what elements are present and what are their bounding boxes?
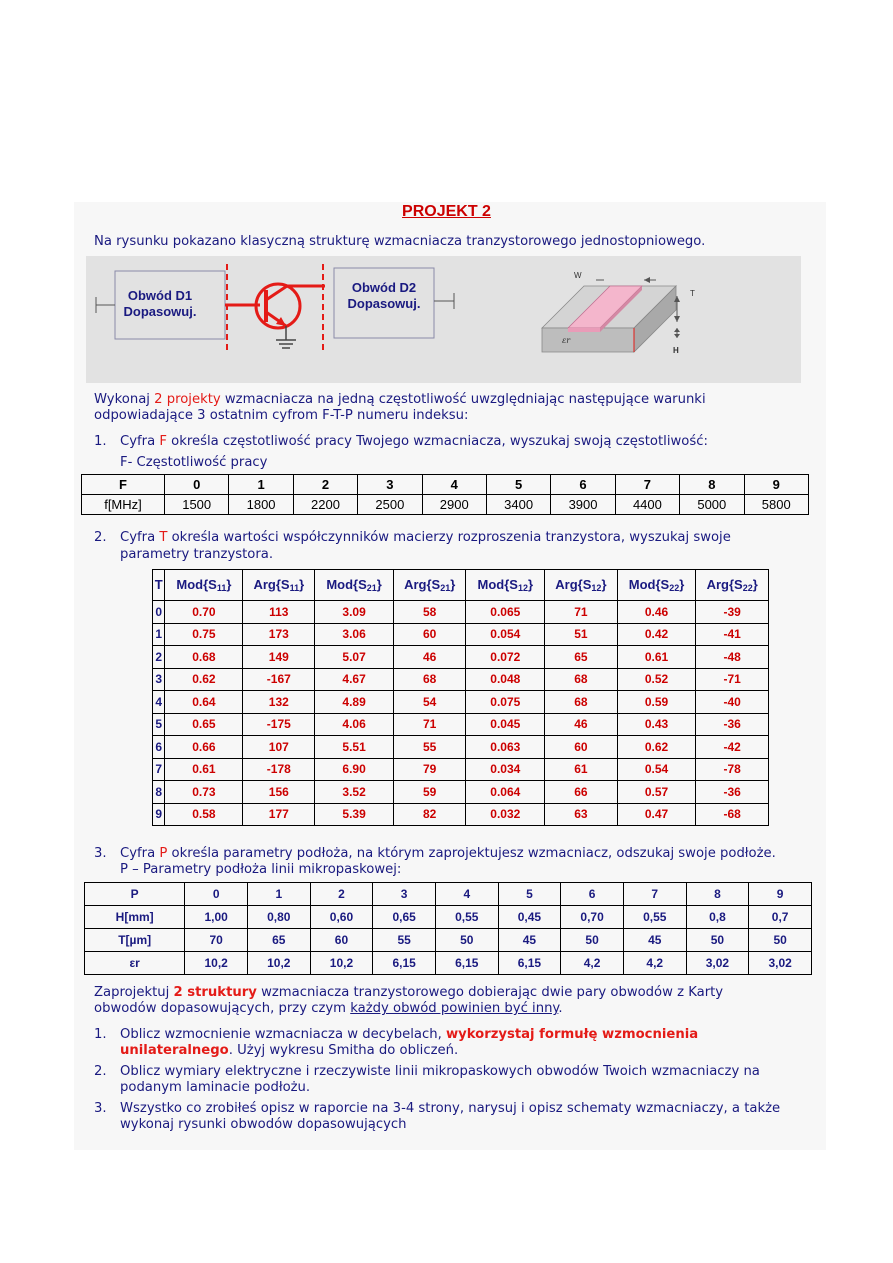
header-close: }	[299, 577, 305, 592]
s-parameter-value-cell: 4.67	[315, 668, 394, 691]
s-parameter-value-cell: 5.51	[315, 736, 394, 759]
step1-line-2	[120, 1043, 458, 1059]
table-row	[153, 646, 769, 669]
d1-label-2: Dopasowuj.	[123, 304, 197, 319]
substrate-value-cell: 1,00	[185, 906, 248, 929]
transistor-symbol	[225, 284, 325, 348]
s-parameter-value-cell: 0.048	[466, 668, 545, 691]
s-parameter-value-cell: 68	[545, 691, 618, 714]
substrate-header-cell: 6	[561, 883, 624, 906]
item2-text	[120, 530, 731, 546]
step2-line-2: podanym laminacie podłożu.	[120, 1080, 311, 1095]
step1-red-1: wykorzystaj formułę wzmocnienia	[445, 1027, 699, 1042]
s-parameter-value-cell: 6.90	[315, 758, 394, 781]
frequency-header-cell: 2	[293, 475, 357, 495]
frequency-table	[81, 474, 809, 515]
item2-pre: Cyfra	[120, 530, 160, 545]
header-close: }	[528, 577, 534, 592]
header-close: }	[376, 577, 382, 592]
substrate-value-cell: 6,15	[373, 952, 436, 975]
s-parameter-value-cell: 51	[545, 623, 618, 646]
header-main: Arg{S	[253, 577, 290, 592]
frequency-header-cell: 0	[164, 475, 228, 495]
substrate-header-cell: P	[85, 883, 185, 906]
microstrip-t-label: T	[690, 289, 695, 298]
s-parameter-value-cell: 0.032	[466, 803, 545, 826]
header-subscript: 11	[216, 583, 227, 593]
frequency-value-cell: 1500	[164, 495, 228, 515]
s-parameter-value-cell: 79	[393, 758, 466, 781]
s-parameter-value-cell: 0.61	[165, 758, 243, 781]
frequency-value-cell: 3400	[486, 495, 550, 515]
s-parameter-header-cell	[617, 570, 696, 601]
step1-pre: Oblicz wzmocnienie wzmacniacza w decybelach,	[120, 1027, 446, 1042]
item2-line-2: parametry tranzystora.	[120, 547, 274, 562]
substrate-header-cell: 1	[247, 883, 310, 906]
s-parameter-value-cell: 0.59	[617, 691, 696, 714]
s-parameter-value-cell: 0.46	[617, 601, 696, 624]
s-parameter-value-cell: 0.034	[466, 758, 545, 781]
design-line2-pre: obwodów dopasowujących, przy czym	[94, 1001, 351, 1016]
table-row	[153, 668, 769, 691]
design-line-2	[94, 1001, 563, 1017]
item3-number: 3.	[94, 846, 107, 861]
substrate-header-cell: 9	[749, 883, 812, 906]
substrate-header-cell: 5	[498, 883, 561, 906]
s-parameter-value-cell: 0.47	[617, 803, 696, 826]
table-row	[153, 623, 769, 646]
frequency-value-cell: f[MHz]	[82, 495, 165, 515]
s-parameter-value-cell: 55	[393, 736, 466, 759]
s-parameter-header-cell	[545, 570, 618, 601]
s-parameter-header-row	[153, 570, 769, 601]
frequency-header-cell: F	[82, 475, 165, 495]
header-main: Arg{S	[555, 577, 592, 592]
d2-label-2: Dopasowuj.	[347, 296, 421, 311]
s-parameter-header-cell	[243, 570, 315, 601]
s-parameter-value-cell: 0.70	[165, 601, 243, 624]
task-pre: Wykonaj	[94, 392, 155, 407]
header-main: Mod{S	[628, 577, 670, 592]
s-parameter-value-cell: 0.43	[617, 713, 696, 736]
substrate-value-cell: 6,15	[498, 952, 561, 975]
s-parameter-value-cell: 0.54	[617, 758, 696, 781]
substrate-value-cell: T[µm]	[85, 929, 185, 952]
s-parameter-index-cell: 9	[153, 803, 165, 826]
substrate-header-cell: 4	[435, 883, 498, 906]
s-parameter-value-cell: 0.75	[165, 623, 243, 646]
s-parameter-value-cell: -40	[696, 691, 769, 714]
microstrip-w-label: W	[574, 271, 582, 280]
s-parameter-value-cell: 71	[545, 601, 618, 624]
substrate-value-cell: 10,2	[185, 952, 248, 975]
s-parameter-value-cell: 60	[545, 736, 618, 759]
frequency-header-cell: 4	[422, 475, 486, 495]
header-subscript: 12	[517, 583, 528, 593]
s-parameter-value-cell: 82	[393, 803, 466, 826]
s-parameter-value-cell: 149	[243, 646, 315, 669]
item3-pre: Cyfra	[120, 846, 160, 861]
task-line-2: odpowiadające 3 ostatnim cyfrom F-T-P numeru indeksu:	[94, 408, 469, 423]
frequency-header-cell: 5	[486, 475, 550, 495]
substrate-value-cell: 70	[185, 929, 248, 952]
item2-letter: T	[159, 530, 168, 545]
table-row	[153, 601, 769, 624]
step2-line-1: Oblicz wymiary elektryczne i rzeczywiste linii mikropaskowych obwodów Twoich wzmacniaczy na	[120, 1064, 760, 1079]
s-parameter-value-cell: -68	[696, 803, 769, 826]
substrate-value-cell: 4,2	[623, 952, 686, 975]
item1-letter: F	[159, 434, 167, 449]
s-parameter-header-cell	[153, 570, 165, 601]
substrate-value-cell: 45	[498, 929, 561, 952]
substrate-value-cell: 3,02	[749, 952, 812, 975]
page-title: PROJEKT 2	[402, 203, 491, 220]
table-row	[153, 803, 769, 826]
table-row	[153, 758, 769, 781]
step1-red-2: unilateralnego	[120, 1043, 229, 1058]
s-parameter-index-cell: 4	[153, 691, 165, 714]
table-row	[85, 952, 812, 975]
task-highlight: 2 projekty	[154, 392, 221, 407]
substrate-value-cell: 50	[749, 929, 812, 952]
s-parameter-value-cell: 0.73	[165, 781, 243, 804]
s-parameter-index-cell: 1	[153, 623, 165, 646]
table-row	[153, 713, 769, 736]
item1-number: 1.	[94, 434, 107, 449]
table-row	[153, 691, 769, 714]
frequency-header-cell: 9	[744, 475, 809, 495]
s-parameter-value-cell: 60	[393, 623, 466, 646]
frequency-value-cell: 5800	[744, 495, 809, 515]
substrate-value-cell: 50	[435, 929, 498, 952]
figure-svg	[86, 256, 801, 383]
s-parameter-value-cell: -48	[696, 646, 769, 669]
design-line-1	[94, 985, 723, 1001]
frequency-header-cell: 6	[551, 475, 615, 495]
d2-label-1: Obwód D2	[351, 280, 417, 295]
s-parameter-value-cell: 0.045	[466, 713, 545, 736]
substrate-value-cell: εr	[85, 952, 185, 975]
substrate-value-cell: 50	[686, 929, 749, 952]
header-main: Mod{S	[176, 577, 217, 592]
substrate-header-cell: 8	[686, 883, 749, 906]
frequency-value-cell: 2500	[358, 495, 422, 515]
substrate-header-row	[85, 883, 812, 906]
s-parameter-value-cell: 0.58	[165, 803, 243, 826]
s-parameter-value-cell: 3.09	[315, 601, 394, 624]
s-parameter-value-cell: 66	[545, 781, 618, 804]
header-subscript: 22	[669, 583, 680, 593]
s-parameter-value-cell: -42	[696, 736, 769, 759]
substrate-value-cell: 0,70	[561, 906, 624, 929]
substrate-value-cell: 3,02	[686, 952, 749, 975]
s-parameter-index-cell: 5	[153, 713, 165, 736]
header-main: T	[154, 577, 163, 592]
header-main: Mod{S	[326, 577, 367, 592]
design-line2-underlined: każdy obwód powinien być inny	[350, 1001, 559, 1016]
s-parameter-value-cell: 65	[545, 646, 618, 669]
substrate-value-cell: 10,2	[310, 952, 373, 975]
s-parameter-index-cell: 7	[153, 758, 165, 781]
design-line2-post: .	[558, 1001, 563, 1016]
substrate-value-cell: 10,2	[247, 952, 310, 975]
item1-post: określa częstotliwość pracy Twojego wzmacniacza, wyszukaj swoją częstotliwość:	[166, 434, 708, 449]
s-parameter-value-cell: 0.075	[466, 691, 545, 714]
microstrip-diagram	[542, 271, 695, 355]
step1-line-1	[120, 1027, 698, 1043]
header-subscript: 21	[366, 583, 377, 593]
step2-number: 2.	[94, 1064, 107, 1079]
header-main: Arg{S	[706, 577, 743, 592]
header-subscript: 21	[440, 583, 451, 593]
header-subscript: 11	[289, 583, 300, 593]
s-parameter-value-cell: 46	[393, 646, 466, 669]
s-parameter-value-cell: -78	[696, 758, 769, 781]
s-parameter-value-cell: 0.66	[165, 736, 243, 759]
s-parameter-value-cell: -175	[243, 713, 315, 736]
design-post: wzmacniacza tranzystorowego dobierając dwie pary obwodów z Karty	[256, 985, 724, 1000]
s-parameter-value-cell: -71	[696, 668, 769, 691]
frequency-header-cell: 1	[229, 475, 293, 495]
step1-post: . Użyj wykresu Smitha do obliczeń.	[228, 1043, 459, 1058]
substrate-value-cell: 0,55	[435, 906, 498, 929]
header-close: }	[226, 577, 232, 592]
s-parameter-value-cell: 3.06	[315, 623, 394, 646]
item3-caption: P – Parametry podłoża linii mikropaskowej:	[120, 862, 402, 877]
step3-line-1: Wszystko co zrobiłeś opisz w raporcie na 3-4 strony, narysuj i opisz schematy wzmacniaczy, a także	[120, 1101, 781, 1116]
s-parameter-header-cell	[165, 570, 243, 601]
frequency-value-cell: 5000	[680, 495, 744, 515]
frequency-header-row	[82, 475, 809, 495]
s-parameter-value-cell: 0.64	[165, 691, 243, 714]
step3-line-2: wykonaj rysunki obwodów dopasowujących	[120, 1117, 407, 1132]
s-parameter-value-cell: 0.063	[466, 736, 545, 759]
substrate-value-cell: 6,15	[435, 952, 498, 975]
substrate-value-cell: 0,7	[749, 906, 812, 929]
frequency-value-row	[82, 495, 809, 515]
s-parameter-value-cell: 4.06	[315, 713, 394, 736]
s-parameter-value-cell: -178	[243, 758, 315, 781]
s-parameter-value-cell: 68	[545, 668, 618, 691]
substrate-value-cell: 0,60	[310, 906, 373, 929]
design-highlight: 2 struktury	[173, 985, 257, 1000]
substrate-value-cell: 55	[373, 929, 436, 952]
item1-text	[120, 434, 708, 450]
header-close: }	[450, 577, 456, 592]
microstrip-er-label: εr	[562, 336, 571, 345]
substrate-value-cell: 0,55	[623, 906, 686, 929]
header-close: }	[752, 577, 758, 592]
frequency-value-cell: 4400	[615, 495, 679, 515]
s-parameter-value-cell: 0.57	[617, 781, 696, 804]
s-parameter-value-cell: 4.89	[315, 691, 394, 714]
table-row	[85, 929, 812, 952]
substrate-value-cell: H[mm]	[85, 906, 185, 929]
s-parameter-value-cell: 113	[243, 601, 315, 624]
header-main: Arg{S	[404, 577, 441, 592]
s-parameter-table	[152, 569, 769, 826]
s-parameter-header-cell	[466, 570, 545, 601]
design-pre: Zaprojektuj	[94, 985, 174, 1000]
substrate-header-cell: 0	[185, 883, 248, 906]
s-parameter-value-cell: 107	[243, 736, 315, 759]
frequency-header-cell: 7	[615, 475, 679, 495]
s-parameter-value-cell: 0.072	[466, 646, 545, 669]
s-parameter-value-cell: -41	[696, 623, 769, 646]
s-parameter-index-cell: 8	[153, 781, 165, 804]
amplifier-figure	[86, 256, 801, 383]
s-parameter-value-cell: 0.064	[466, 781, 545, 804]
s-parameter-index-cell: 3	[153, 668, 165, 691]
s-parameter-value-cell: 0.42	[617, 623, 696, 646]
s-parameter-value-cell: 61	[545, 758, 618, 781]
table-row	[153, 781, 769, 804]
s-parameter-value-cell: 0.62	[617, 736, 696, 759]
table-row	[153, 736, 769, 759]
substrate-value-cell: 0,80	[247, 906, 310, 929]
frequency-header-cell: 3	[358, 475, 422, 495]
substrate-header-cell: 3	[373, 883, 436, 906]
table-row	[85, 906, 812, 929]
s-parameter-value-cell: 59	[393, 781, 466, 804]
s-parameter-header-cell	[315, 570, 394, 601]
s-parameter-value-cell: 0.065	[466, 601, 545, 624]
intro-text: Na rysunku pokazano klasyczną strukturę wzmacniacza tranzystorowego jednostopniowego.	[94, 234, 706, 249]
task-post: wzmacniacza na jedną częstotliwość uwzględniając następujące warunki	[220, 392, 706, 407]
substrate-value-cell: 65	[247, 929, 310, 952]
s-parameter-value-cell: 132	[243, 691, 315, 714]
item2-post: określa wartości współczynników macierzy rozproszenia tranzystora, wyszukaj swoje	[167, 530, 731, 545]
substrate-header-cell: 7	[623, 883, 686, 906]
substrate-value-cell: 45	[623, 929, 686, 952]
s-parameter-value-cell: 0.52	[617, 668, 696, 691]
item3-post: określa parametry podłoża, na którym zaprojektujesz wzmacniacz, odszukaj swoje podłoże.	[167, 846, 776, 861]
item1-pre: Cyfra	[120, 434, 160, 449]
d1-label-1: Obwód D1	[127, 288, 193, 303]
s-parameter-value-cell: 156	[243, 781, 315, 804]
frequency-header-cell: 8	[680, 475, 744, 495]
frequency-value-cell: 3900	[551, 495, 615, 515]
s-parameter-header-cell	[696, 570, 769, 601]
item3-letter: P	[159, 846, 168, 861]
s-parameter-value-cell: 0.62	[165, 668, 243, 691]
substrate-value-cell: 0,65	[373, 906, 436, 929]
s-parameter-value-cell: 58	[393, 601, 466, 624]
s-parameter-value-cell: 46	[545, 713, 618, 736]
step1-number: 1.	[94, 1027, 107, 1042]
s-parameter-value-cell: 68	[393, 668, 466, 691]
s-parameter-header-cell	[393, 570, 466, 601]
item2-number: 2.	[94, 530, 107, 545]
item1-caption: F- Częstotliwość pracy	[120, 455, 268, 470]
s-parameter-value-cell: 177	[243, 803, 315, 826]
header-close: }	[679, 577, 685, 592]
s-parameter-value-cell: 63	[545, 803, 618, 826]
item3-text	[120, 846, 776, 862]
s-parameter-value-cell: 0.65	[165, 713, 243, 736]
s-parameter-value-cell: -36	[696, 781, 769, 804]
s-parameter-value-cell: 173	[243, 623, 315, 646]
frequency-value-cell: 2900	[422, 495, 486, 515]
s-parameter-value-cell: 3.52	[315, 781, 394, 804]
substrate-table	[84, 882, 812, 975]
substrate-value-cell: 0,8	[686, 906, 749, 929]
s-parameter-value-cell: 0.61	[617, 646, 696, 669]
s-parameter-value-cell: 54	[393, 691, 466, 714]
substrate-value-cell: 60	[310, 929, 373, 952]
s-parameter-value-cell: 5.39	[315, 803, 394, 826]
microstrip-h-label: H	[673, 346, 679, 355]
header-close: }	[601, 577, 607, 592]
s-parameter-index-cell: 0	[153, 601, 165, 624]
s-parameter-value-cell: 0.68	[165, 646, 243, 669]
header-subscript: 22	[742, 583, 753, 593]
substrate-value-cell: 4,2	[561, 952, 624, 975]
step3-number: 3.	[94, 1101, 107, 1116]
substrate-value-cell: 50	[561, 929, 624, 952]
substrate-header-cell: 2	[310, 883, 373, 906]
s-parameter-value-cell: -36	[696, 713, 769, 736]
header-subscript: 12	[591, 583, 602, 593]
s-parameter-value-cell: -167	[243, 668, 315, 691]
s-parameter-value-cell: -39	[696, 601, 769, 624]
frequency-value-cell: 2200	[293, 495, 357, 515]
s-parameter-index-cell: 2	[153, 646, 165, 669]
substrate-value-cell: 0,45	[498, 906, 561, 929]
s-parameter-value-cell: 0.054	[466, 623, 545, 646]
header-main: Mod{S	[477, 577, 518, 592]
s-parameter-value-cell: 5.07	[315, 646, 394, 669]
s-parameter-index-cell: 6	[153, 736, 165, 759]
frequency-value-cell: 1800	[229, 495, 293, 515]
task-line-1	[94, 392, 706, 408]
s-parameter-value-cell: 71	[393, 713, 466, 736]
